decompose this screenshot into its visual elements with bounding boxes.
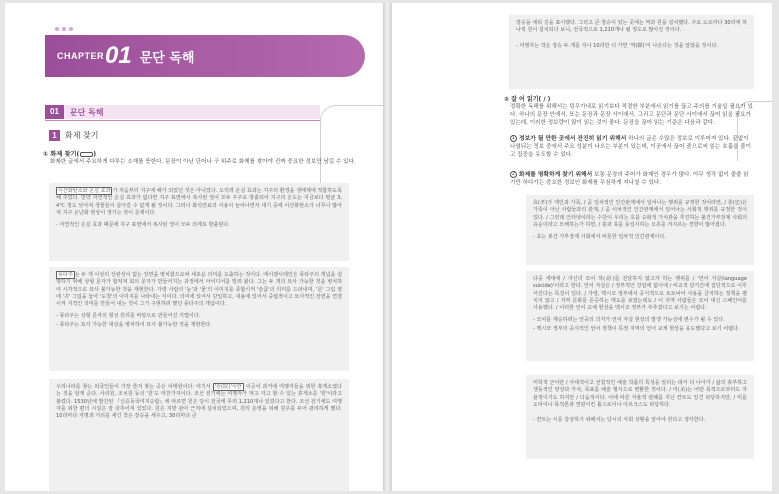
highlighted-topic: 몽타주 [58,272,73,278]
sub-section-title: 화제 찾기 [65,131,99,140]
criterion-1 [510,135,754,159]
example-note: - 효는 봉건 가부장제 사회에서 비롯한 일차적 인간관계이다. [533,234,666,241]
example-text: 이산화탄소와 온실 효과 가 처음부터 지구에 해가 되었던 것은 아니었다. 오히려 온실 효과는 지구의 환경을 생태계에 적합하도록 해 주었다. 만약 자연적인 온실 효과가 없다면 지구 표면에서 복사된 열이 모두 우주로 방출되어 지구의 온도는 지금보다 평균 3, 4℃ 정도 낮아져 생물들이 살아갈 수 없게 될 것이다. 그러나 화석연료의 사용이 늘어나면서 대기 중에 이산화탄소가 너무나 많아져 지구 온난화 현상이 생기는 것이 문제이다. [56,188,342,216]
circled-number-2: 2 [511,171,516,177]
example-text: 장승을 세워 길을 표시했다. 그리고 큰 장승이 있는 곳에는 역과 원을 설치했다. 주요 도로마다 30리에 하나씩 원이 설치되다 보니, 전국적으로 1,210개나 될 정도로 많아진 것이다. [516,20,747,34]
item-text: 화제란 글에서 주요하게 다루는 소재를 뜻한다. 문장이 아닌 단어나 구 위주로 화제를 찾아야 진짜 중요한 정보만 남길 수 있다. [50,159,356,165]
example-text: 미학적 군이란 / 사대적이고 선험적인 예술 작품의 특성을 알리는 데서 더 나아가 / 삶의 총부하고 생동적인 양상과 가치, 목표를 예술 형식으로 변환한 것이다. / 미(美)는 어떤 목적으로부터도 자율적이기도 하지만 / 다움적이다. 이에 따른 자율적 관례를 지닌 칸트도 일견 타당하지만, / 미를 도덕이나 목적론과 연관시킨 톨스토이나 아르크스도 타당하다. [533,380,747,408]
item-heading: ① 화제 찾기( ) [43,151,97,158]
chapter-number: 01 [105,42,132,69]
highlighted-topic: '원(院)'이란 [214,384,242,390]
blank-box [80,152,93,157]
section-header [45,105,320,119]
criterion-text: 2 화제를 명확하게 찾기 위해서 보통 문장의 주어가 화제인 경우가 많다. 아무 생각 없이 줄줄 읽기만 하다가는 중요한 정보인 화제를 무심하게 지나칠 수 있다. [510,171,749,186]
example-box-c [526,375,754,459]
example-box-1 [49,183,349,261]
example-note: - 여행자는 작은 장승 두 개를 지나 10리만 더 가면 '역(驛)'이 나온다는 것을 알았을 것이다. [516,42,718,49]
topic-paragraph [43,149,358,166]
example-note: - 멕시코 정부의 공식적인 언어 정책이 특정 지역의 언어 교체 현상을 유도했다고 보기 어렵다. [533,325,740,332]
chapter-dots [55,27,73,31]
example-text: 다중 세대에 / 자신의 모어 하(語)를 전달하지 않고자 하는 행위를 / '언어 자살(language suicide)'이라고 한다. 언어 자살은 / 정부적인 강압에 없이에 / 비교적 단기간에 집단적으로 이루어진다는 특징이 있다. / 가령, 멕시코 정부에서 공식적으로 토토낙어 사용을 금지하는 정책을 펼치지 않고 / 지역 문화를 존중하는 태도를 보였는데도 / 이 지역 사람들은 모어 대신 스페인어를 사용했다. / 이러한 언어 교체 현상을 멕시코 정부가 부추겼다고 보기는 어렵다. [533,276,747,312]
example-box-continued [509,15,754,89]
example-text: 효(孝)가 개인과 가족, / 곧 일차적인 인간관계에서 일어나는 행위를 규정한 것이라면, / 충(忠)은 가족이 아닌 사람들과의 관계, / 곧 이차적인 인간관계에서 일어나는 사회적 행위를 규정한 것이었다. / 그런데 인터넷이라는 수단이 우리는 호를 승화적 가치관을 추진하는 불건가부장제 사회의 유순이라고 모해하는가 하면, / 충과 효를 동일시하는 오류를 저지르는 경향이 많아졌다. [533,200,747,228]
section-divider [45,120,320,121]
example-note: - 몽타주는 묘사 가능한 대상을 병치하여 묘사 불가능한 것을 재현한다. [56,321,212,328]
item-heading: ② 잘 어 읽기( / ) [504,96,551,103]
sub-section-number: 1 [49,130,60,141]
section-title: 문단 독해 [69,107,104,117]
criterion-2 [510,171,754,187]
chapter-word: CHAPTER [57,51,105,61]
example-box-b [526,271,754,361]
highlighted-topic: 이산화탄소와 온실 효과 [58,188,111,194]
example-note: - 자연적인 온실 효과 때문에 지구 표면에서 복사된 열이 모두 외계로 방출된다. [56,222,230,229]
criterion-text: 1 정보가 될 만한 곳에서 잔진히 읽기 위해서 하나의 글은 수많은 정보로 이루어져 있다. 끝없이 나열되는 정보 중에서 주요 성분이 나오는 부분이 있는데, 이곳에서 끊어 줌으로써 읽는 호흡을 줄이고 집중을 유도할 수 있다. [510,135,752,158]
chapter-banner [45,35,365,77]
example-box-a [526,195,754,265]
example-box-2 [49,267,349,371]
example-note: - 모어를 계승하려는 언중의 의지가 언어 자살 현상의 발생 가능성에 변수가 될 수 있다. [533,317,725,324]
right-page [392,3,772,491]
left-page [5,3,383,491]
example-note: - 몽타주는 상형 문자의 형성 원리를 바탕으로 만들어진 기법이다. [56,313,201,320]
page-edge-curve [320,105,383,185]
chapter-title: 문단 독해 [139,50,195,66]
circled-number-1: 1 [511,135,516,141]
example-text: 몽타주 는 두 개 이상의 상관성이 없는 장면을 병치함으로써 새로운 의미를 도출하는 것이다. 에이젠시테인은 몽타주의 개념을 설명하기 위해 상형 문자가 합쳐져 회의 문자가 만들어지는 과정에서 아이디어를 빌려 왔다. 그는 두 개의 묘사 가능한 것을 병치하여 시각적으로 묘사 불가능한 것을 재현한다. 가령 사람의 '눈'과 '물'의 이미지를 종합시켜 '슬픔'의 의미를 드러내며, '문' 그림 옆에 '귀' 그림을 놓아 '도청'의 이미지를 나타내는 식이다. 의미에 있어서 단일하고, 내용에 있어서 중립적이고 묘사적인 장면을 연결시켜 지적인 의미를 만들어 내는 것이 그가 구현하려 했던 몽타주의 개념이다. [56,272,342,308]
sub-section-header [49,130,98,141]
example-note: - 칸트는 시를 감상하기 위해서는 당시의 사회 상황을 알아야 한다고 생각한다. [533,417,706,424]
book-spine [383,3,392,491]
example-text: 우리나라를 찾는 외국인들이 가장 즐겨 찾는 곳은 이태원이다. 여기서 '원(院)'이란 이곳이 과거에 여행자들을 위한 휴게소였다는 것을 알게 준다. 사리원, 조치원 등의 '원'도 마찬가지이다. 조선 전기에는 여행자가 먹고 자고 할 수 있는 휴게소를 '원'이라고 불렀다. 1530년에 발간된 『신증동국여지승람』에 따르면 원은 당시 전국에 무려 1,210개나 있었다고 한다. 조선 전기에도 여행자를 위한 편의 시설은 잘 갖추어져 있었다. 원은 지방 관아 근처에 설치되었으며, 원의 운영을 위해 원주를 두어 관리하게 했다. 10리마다 지명과 거리를 새긴 작은 장승을 세우고, 30리마다 큰 [56,384,342,420]
item-text: 정확한 독해를 위해서는 덩무가내로 읽기보다 적절한 부분에서 읽기를 끊고 주의를 기울일 필요가 있다. 하나의 문장 안에서, 또는 문장과 문장 사이에서, 그리고 문단과 문단 사이에서 끊어 읽을 필요가 있는데, 이러한 정보량이 많이 읽는 것이 좋다. 문장을 끊어 읽는 기준은 다음과 같다. [510,104,753,126]
example-box-3 [49,379,349,491]
chunk-reading-section [504,94,754,127]
section-number: 01 [45,105,64,119]
